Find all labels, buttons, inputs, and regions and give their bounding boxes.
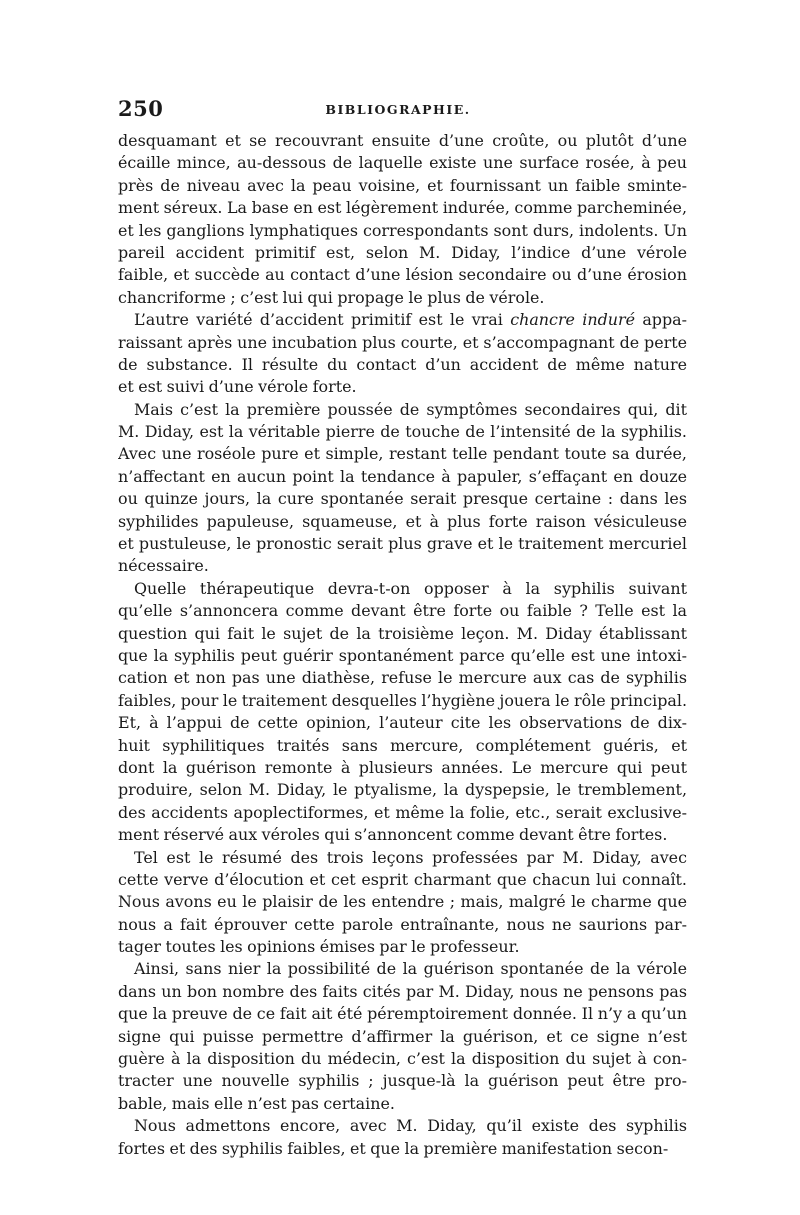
text-line: et est suivi d’une vérole forte. [118,377,357,397]
text-line: Ainsi, sans nier la possibilité de la guérison spontanée de la vérole [134,959,687,979]
italic-term: chancre induré [510,310,635,330]
text-line: bable, mais elle n’est pas certaine. [118,1093,395,1113]
text-line: nous a fait éprouver cette parole entraînante, nous ne saurions par- [118,914,687,934]
text-line: faible, et succède au contact d’une lésion secondaire ou d’une érosion [118,265,687,285]
text-line: Mais c’est la première poussée de symptômes secondaires qui, dit [134,399,687,419]
text-line: tager toutes les opinions émises par le professeur. [118,937,520,957]
text-line: Quelle thérapeutique devra-t-on opposer à la syphilis suivant [134,578,687,598]
text-line: guère à la disposition du médecin, c’est la disposition du sujet à con- [118,1049,687,1069]
text-line: Et, à l’appui de cette opinion, l’auteur cite les observations de dix- [118,713,687,733]
text-line: et pustuleuse, le pronostic serait plus grave et le traitement mercuriel [118,534,687,554]
text-line: écaille mince, au-dessous de laquelle existe une surface rosée, à peu [118,153,687,173]
text-line: fortes et des syphilis faibles, et que la première manifestation secon- [118,1138,669,1158]
text-line: de substance. Il résulte du contact d’un accident de même nature [118,354,687,374]
text-line: des accidents apoplectiformes, et même la folie, etc., serait exclusive- [118,802,687,822]
text-line: pareil accident primitif est, selon M. Diday, l’indice d’une vérole [118,242,687,262]
text-line: que la syphilis peut guérir spontanément parce qu’elle est une intoxi- [118,645,687,665]
text-line: que la preuve de ce fait ait été péremptoirement donnée. Il n’y a qu’un [118,1004,687,1024]
text-line: tracter une nouvelle syphilis ; jusque-là la guérison peut être pro- [118,1071,687,1091]
text-line: produire, selon M. Diday, le ptyalisme, la dyspepsie, le tremblement, [118,780,687,800]
text-line: près de niveau avec la peau voisine, et fournissant un faible sminte- [118,175,687,195]
text-line: huit syphilitiques traités sans mercure, complétement guéris, et [118,735,687,755]
page-number: 250 [118,96,164,121]
text-line: signe qui puisse permettre d’affirmer la guérison, et ce signe n’est [118,1026,687,1046]
text-line: Nous admettons encore, avec M. Diday, qu’il existe des syphilis [134,1116,687,1136]
text-line: Avec une roséole pure et simple, restant telle pendant toute sa durée, [118,444,687,464]
text-line: ou quinze jours, la cure spontanée serait presque certaine : dans les [118,489,687,509]
text-line: desquamant et se recouvrant ensuite d’une croûte, ou plutôt d’une [118,131,687,150]
text-line: qu’elle s’annoncera comme devant être forte ou faible ? Telle est la [118,601,687,621]
text-line: question qui fait le sujet de la troisième leçon. M. Diday établissant [118,623,687,643]
text-line: Nous avons eu le plaisir de les entendre ; mais, malgré le charme que [118,892,687,912]
text-line: nécessaire. [118,556,209,576]
page-header [118,96,678,126]
text-line: raissant après une incubation plus courte, et s’accompagnant de perte [118,332,687,352]
text-line: n’affectant en aucun point la tendance à papuler, s’effaçant en douze [118,466,687,486]
text-line: faibles, pour le traitement desquelles l’hygiène jouera le rôle principal. [118,690,687,710]
text-line: ment réservé aux véroles qui s’annoncent comme devant être fortes. [118,825,668,845]
text-line: et les ganglions lymphatiques correspondants sont durs, indolents. Un [118,220,687,240]
text-line: M. Diday, est la véritable pierre de touche de l’intensité de la syphilis. [118,422,687,442]
text-line: ment séreux. La base en est légèrement indurée, comme parcheminée, [118,198,687,218]
running-head: BIBLIOGRAPHIE. [325,102,471,117]
text-line: Tel est le résumé des trois leçons professées par M. Diday, avec [134,847,687,867]
body-text [118,130,687,1160]
text-line: dans un bon nombre des faits cités par M. Diday, nous ne pensons pas [118,981,687,1001]
text-line: L’autre variété d’accident primitif est le vrai chancre induré appa- [134,310,687,330]
text-line: syphilides papuleuse, squameuse, et à plus forte raison vésiculeuse [118,511,687,531]
text-line: cette verve d’élocution et cet esprit charmant que chacun lui connaît. [118,869,687,889]
text-line: chancriforme ; c’est lui qui propage le plus de vérole. [118,287,545,307]
text-line: dont la guérison remonte à plusieurs années. Le mercure qui peut [118,757,687,777]
text-line: cation et non pas une diathèse, refuse le mercure aux cas de syphilis [118,668,687,688]
